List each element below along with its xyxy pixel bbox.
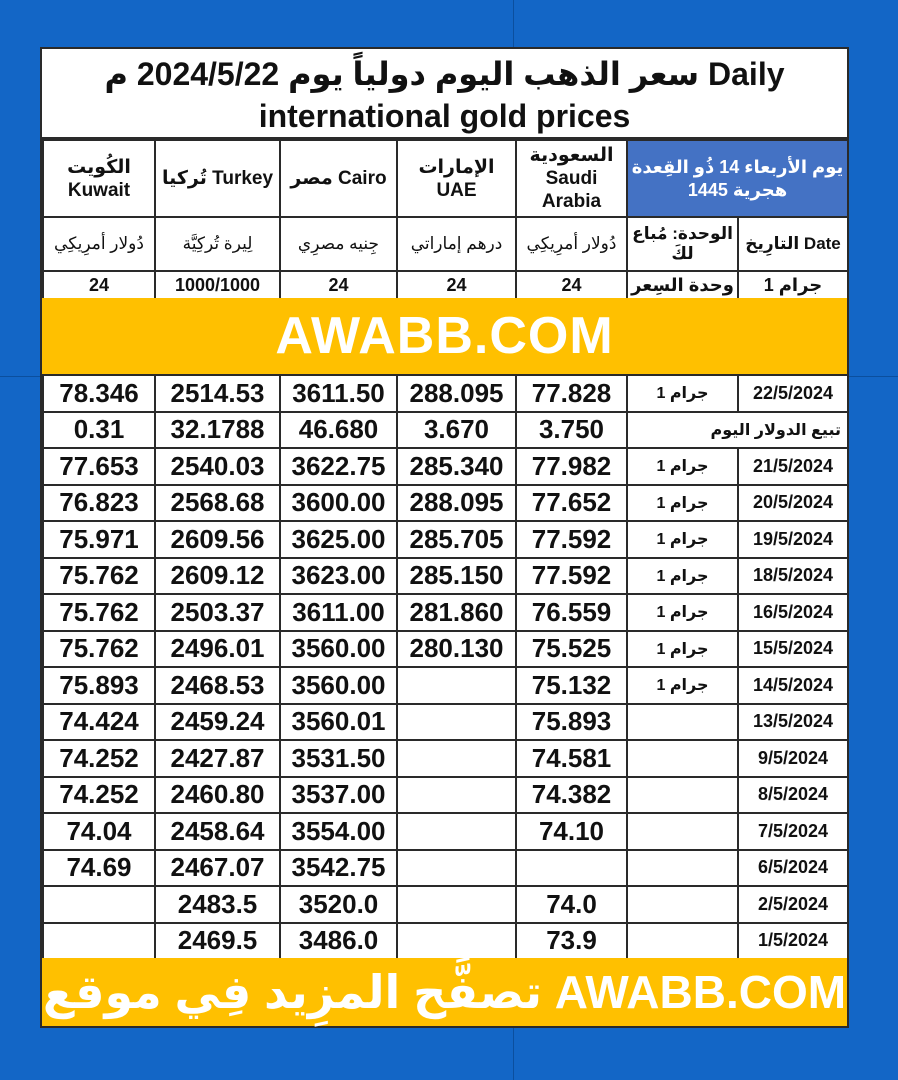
cell-date: 6/5/2024 xyxy=(738,850,848,887)
cell-saudi: 77.592 xyxy=(516,521,627,558)
table-row xyxy=(43,886,848,923)
cell-saudi: 77.982 xyxy=(516,448,627,485)
cell-saudi: 75.525 xyxy=(516,631,627,668)
cell-unit xyxy=(627,740,738,777)
currency-turkey: لِيرة تُركِيَّة xyxy=(155,217,280,271)
cell-date: 22/5/2024 xyxy=(738,375,848,412)
karat-cairo: 24 xyxy=(280,271,397,299)
table-row xyxy=(43,777,848,814)
cell-uae xyxy=(397,777,516,814)
cell-kuwait: 75.762 xyxy=(43,594,155,631)
cell-saudi xyxy=(516,850,627,887)
table-row xyxy=(43,375,848,412)
cell-date: 14/5/2024 xyxy=(738,667,848,704)
cell-uae: 280.130 xyxy=(397,631,516,668)
cell-unit xyxy=(627,923,738,960)
cell-unit: 1 جرام xyxy=(627,631,738,668)
price-sheet xyxy=(40,47,849,1028)
table-row xyxy=(43,594,848,631)
header-kuwait: الكُويت Kuwait xyxy=(43,140,155,217)
table-row xyxy=(43,485,848,522)
cell-turkey: 2468.53 xyxy=(155,667,280,704)
cell-date: 2/5/2024 xyxy=(738,886,848,923)
hijri-line-1: يوم الأربعاء 14 ذُو القِعدة xyxy=(631,156,844,177)
currency-saudi: دُولار أمرِيكِي xyxy=(516,217,627,271)
cell-turkey: 2458.64 xyxy=(155,813,280,850)
table-row xyxy=(43,631,848,668)
currency-uae: درهم إماراتي xyxy=(397,217,516,271)
cell-turkey: 32.1788 xyxy=(155,412,280,449)
cell-turkey: 2460.80 xyxy=(155,777,280,814)
header-hijri-date xyxy=(627,140,848,217)
cell-cairo: 3537.00 xyxy=(280,777,397,814)
header-saudi: السعودية Saudi Arabia xyxy=(516,140,627,217)
table-row xyxy=(43,667,848,704)
cell-uae: 285.705 xyxy=(397,521,516,558)
cell-saudi: 74.382 xyxy=(516,777,627,814)
cell-saudi: 77.652 xyxy=(516,485,627,522)
title-line-1: سعر الذهب اليوم دولياً يوم 2024/5/22 م Daily xyxy=(104,56,785,92)
karat-turkey: 1000/1000 xyxy=(155,271,280,299)
cell-turkey: 2469.5 xyxy=(155,923,280,960)
price-table xyxy=(42,374,849,960)
cell-uae: 3.670 xyxy=(397,412,516,449)
cell-uae: 288.095 xyxy=(397,375,516,412)
cell-saudi: 73.9 xyxy=(516,923,627,960)
karat-saudi: 24 xyxy=(516,271,627,299)
cell-saudi: 77.828 xyxy=(516,375,627,412)
cell-cairo: 3554.00 xyxy=(280,813,397,850)
cell-uae xyxy=(397,923,516,960)
table-row xyxy=(43,521,848,558)
cell-date: 7/5/2024 xyxy=(738,813,848,850)
table-row xyxy=(43,448,848,485)
cell-saudi: 3.750 xyxy=(516,412,627,449)
cell-turkey: 2503.37 xyxy=(155,594,280,631)
cell-turkey: 2427.87 xyxy=(155,740,280,777)
cell-kuwait: 76.823 xyxy=(43,485,155,522)
cell-saudi: 77.592 xyxy=(516,558,627,595)
cell-unit: 1 جرام xyxy=(627,485,738,522)
cell-turkey: 2514.53 xyxy=(155,375,280,412)
cell-cairo: 3560.01 xyxy=(280,704,397,741)
cell-uae: 288.095 xyxy=(397,485,516,522)
unit-row xyxy=(42,270,849,300)
cell-unit: 1 جرام xyxy=(627,594,738,631)
cell-unit: 1 جرام xyxy=(627,448,738,485)
cell-date: 20/5/2024 xyxy=(738,485,848,522)
cell-uae xyxy=(397,704,516,741)
unit-label: الوحدة: مُباع لكَ xyxy=(627,217,738,271)
currency-kuwait: دُولار أمرِيكِي xyxy=(43,217,155,271)
header-turkey: تُركيا Turkey xyxy=(155,140,280,217)
cell-saudi: 74.0 xyxy=(516,886,627,923)
cell-unit xyxy=(627,850,738,887)
cell-kuwait: 75.893 xyxy=(43,667,155,704)
cell-cairo: 3611.00 xyxy=(280,594,397,631)
cell-kuwait: 74.252 xyxy=(43,740,155,777)
cell-kuwait: 75.762 xyxy=(43,631,155,668)
cell-saudi: 74.581 xyxy=(516,740,627,777)
table-row xyxy=(43,923,848,960)
page-title xyxy=(42,49,847,139)
table-row xyxy=(43,740,848,777)
cell-saudi: 76.559 xyxy=(516,594,627,631)
cell-turkey: 2483.5 xyxy=(155,886,280,923)
cell-uae xyxy=(397,740,516,777)
cell-date: 13/5/2024 xyxy=(738,704,848,741)
gram-label: 1 جرام xyxy=(738,271,848,299)
cell-date: 21/5/2024 xyxy=(738,448,848,485)
cell-kuwait: 74.252 xyxy=(43,777,155,814)
cell-kuwait: 75.762 xyxy=(43,558,155,595)
header-uae: الإمارات UAE xyxy=(397,140,516,217)
cell-turkey: 2459.24 xyxy=(155,704,280,741)
cell-saudi: 74.10 xyxy=(516,813,627,850)
cell-uae: 285.150 xyxy=(397,558,516,595)
cell-date: 16/5/2024 xyxy=(738,594,848,631)
cell-date: 18/5/2024 xyxy=(738,558,848,595)
currency-cairo: جِنيه مصرِي xyxy=(280,217,397,271)
cell-cairo: 3625.00 xyxy=(280,521,397,558)
cell-saudi: 75.132 xyxy=(516,667,627,704)
site-banner-bottom[interactable]: تصفَّح المزِيد فِي موقع AWABB.COM xyxy=(42,958,847,1026)
cell-kuwait: 0.31 xyxy=(43,412,155,449)
cell-uae: 281.860 xyxy=(397,594,516,631)
table-row xyxy=(43,850,848,887)
cell-note: تبيع الدولار اليوم xyxy=(627,412,848,449)
cell-cairo: 3622.75 xyxy=(280,448,397,485)
cell-uae xyxy=(397,886,516,923)
cell-date: 8/5/2024 xyxy=(738,777,848,814)
table-row xyxy=(43,412,848,449)
cell-cairo: 3486.0 xyxy=(280,923,397,960)
cell-cairo: 3623.00 xyxy=(280,558,397,595)
cell-turkey: 2496.01 xyxy=(155,631,280,668)
currency-row xyxy=(42,216,849,272)
header-row xyxy=(42,139,849,218)
cell-unit: 1 جرام xyxy=(627,375,738,412)
cell-uae: 285.340 xyxy=(397,448,516,485)
site-banner-top[interactable]: AWABB.COM xyxy=(42,298,847,374)
date-label: التارِيخ Date xyxy=(738,217,848,271)
cell-kuwait xyxy=(43,923,155,960)
karat-uae: 24 xyxy=(397,271,516,299)
cell-cairo: 3520.0 xyxy=(280,886,397,923)
cell-turkey: 2609.12 xyxy=(155,558,280,595)
cell-cairo: 46.680 xyxy=(280,412,397,449)
cell-kuwait: 77.653 xyxy=(43,448,155,485)
cell-cairo: 3560.00 xyxy=(280,667,397,704)
cell-date: 19/5/2024 xyxy=(738,521,848,558)
cell-kuwait: 78.346 xyxy=(43,375,155,412)
cell-turkey: 2467.07 xyxy=(155,850,280,887)
cell-unit: 1 جرام xyxy=(627,558,738,595)
cell-kuwait: 74.69 xyxy=(43,850,155,887)
header-cairo: مصر Cairo xyxy=(280,140,397,217)
cell-unit: 1 جرام xyxy=(627,667,738,704)
cell-unit: 1 جرام xyxy=(627,521,738,558)
price-unit-label: وحدة السِعر xyxy=(627,271,738,299)
cell-turkey: 2609.56 xyxy=(155,521,280,558)
cell-unit xyxy=(627,813,738,850)
cell-uae xyxy=(397,813,516,850)
table-row xyxy=(43,558,848,595)
cell-cairo: 3600.00 xyxy=(280,485,397,522)
title-line-2: international gold prices xyxy=(258,98,631,134)
cell-unit xyxy=(627,886,738,923)
cell-cairo: 3560.00 xyxy=(280,631,397,668)
cell-kuwait: 74.04 xyxy=(43,813,155,850)
cell-date: 15/5/2024 xyxy=(738,631,848,668)
cell-kuwait: 74.424 xyxy=(43,704,155,741)
table-row xyxy=(43,813,848,850)
cell-uae xyxy=(397,850,516,887)
cell-kuwait: 75.971 xyxy=(43,521,155,558)
cell-cairo: 3531.50 xyxy=(280,740,397,777)
table-row xyxy=(43,704,848,741)
cell-turkey: 2568.68 xyxy=(155,485,280,522)
hijri-line-2: 1445 هجرية xyxy=(687,179,788,200)
cell-unit xyxy=(627,704,738,741)
cell-unit xyxy=(627,777,738,814)
cell-uae xyxy=(397,667,516,704)
cell-cairo: 3542.75 xyxy=(280,850,397,887)
cell-kuwait xyxy=(43,886,155,923)
cell-date: 1/5/2024 xyxy=(738,923,848,960)
cell-date: 9/5/2024 xyxy=(738,740,848,777)
karat-kuwait: 24 xyxy=(43,271,155,299)
cell-cairo: 3611.50 xyxy=(280,375,397,412)
cell-saudi: 75.893 xyxy=(516,704,627,741)
cell-turkey: 2540.03 xyxy=(155,448,280,485)
